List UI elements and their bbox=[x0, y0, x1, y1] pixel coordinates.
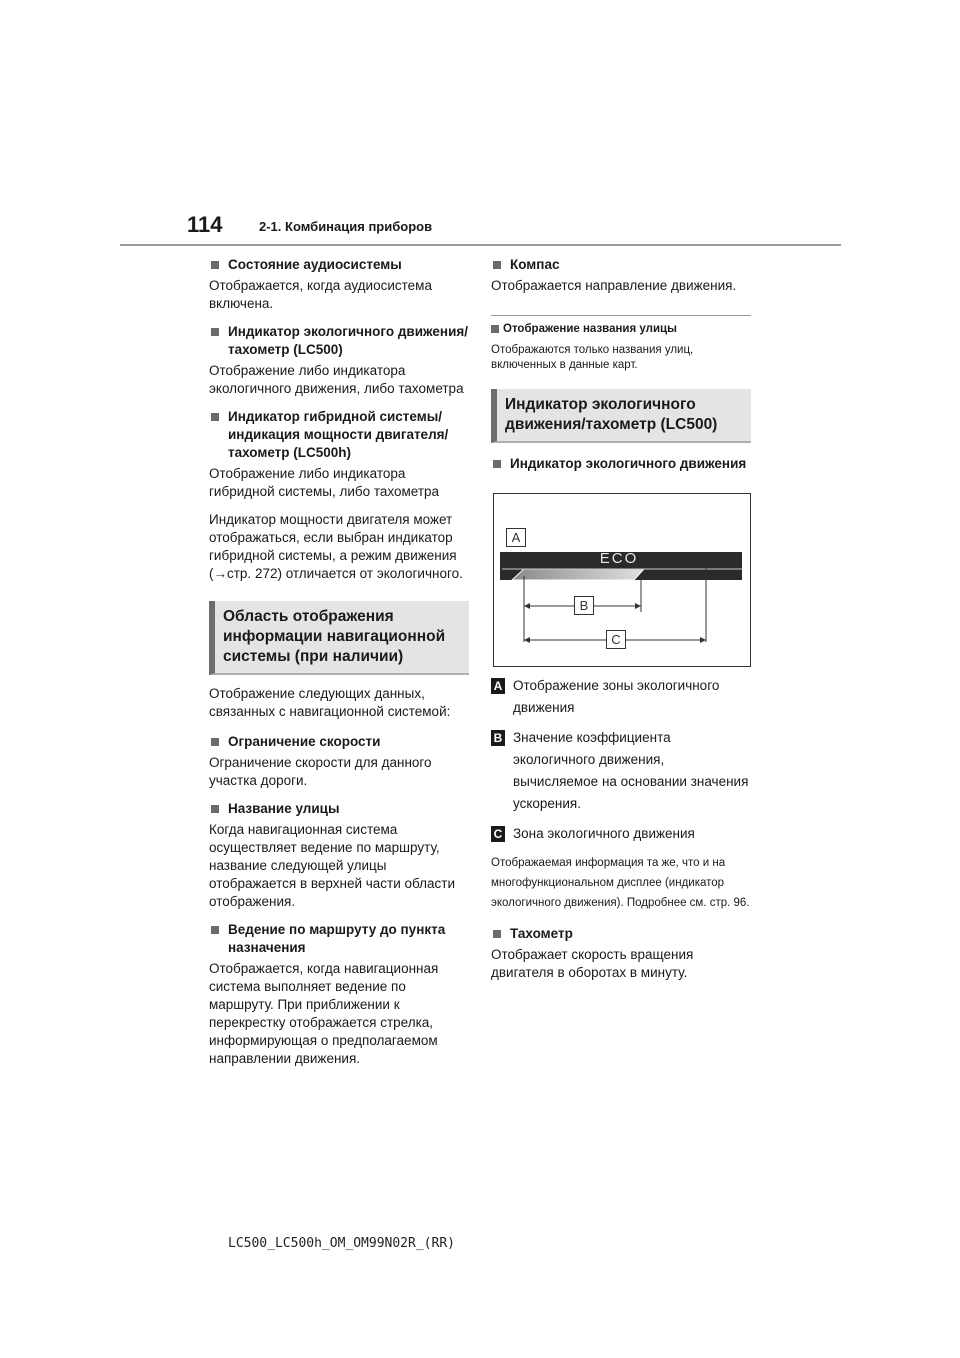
list-item bbox=[491, 455, 751, 473]
right-column bbox=[491, 256, 751, 988]
list-item bbox=[209, 323, 469, 398]
figure-label-c: C bbox=[606, 630, 626, 649]
section-intro: Отображение следующих данных, связанных с навигационной системой: bbox=[209, 686, 451, 719]
legend-text: Отображение зоны экологичного движения bbox=[513, 678, 720, 715]
legend-item bbox=[491, 675, 751, 719]
square-bullet-icon bbox=[211, 328, 219, 336]
item-title: Ограничение скорости bbox=[228, 734, 381, 749]
square-bullet-icon bbox=[491, 325, 499, 333]
list-item bbox=[209, 733, 469, 790]
square-bullet-icon bbox=[493, 930, 501, 938]
eco-indicator-figure bbox=[493, 493, 751, 667]
section-title: 2-1. Комбинация приборов bbox=[259, 219, 433, 234]
item-text: Ограничение скорости для данного участка дороги. bbox=[209, 755, 432, 788]
item-text: Отображается, когда навигационная система выполняет ведение по маршруту. При приближении к перекрестку отображается стрелка, информирующая о предполагаемом направлении движения. bbox=[209, 961, 439, 1066]
list-item bbox=[491, 925, 751, 982]
item-text: Индикатор мощности двигателя может отображаться, если выбран индикатор гибридной системы, а режим движения (→стр. 272) отличается от экологичного. bbox=[209, 512, 463, 581]
note-text: Отображаются только названия улиц, включенных в данные карт. bbox=[491, 344, 694, 371]
square-bullet-icon bbox=[211, 926, 219, 934]
item-title: Индикатор экологичного движения bbox=[510, 456, 747, 471]
item-text: Отображение либо индикатора гибридной системы, либо тахометра bbox=[209, 466, 440, 499]
list-item bbox=[209, 921, 469, 1068]
item-title: Компас bbox=[510, 257, 560, 272]
section-heading: Индикатор экологичного движения/тахометр (LC500) bbox=[491, 389, 751, 443]
item-text: Когда навигационная система осуществляет ведение по маршруту, название следующей улицы отображается в верхней части области отображения. bbox=[209, 822, 456, 909]
item-title: Тахометр bbox=[510, 926, 573, 941]
legend-item bbox=[491, 823, 751, 845]
eco-label: ECO bbox=[599, 550, 639, 567]
square-bullet-icon bbox=[493, 460, 501, 468]
document-code: LC500_LC500h_OM_OM99N02R_(RR) bbox=[228, 1236, 455, 1251]
list-item bbox=[491, 256, 751, 295]
page-number: 114 bbox=[187, 212, 223, 237]
item-title: Состояние аудиосистемы bbox=[228, 257, 402, 272]
item-text: Отображается направление движения. bbox=[491, 278, 737, 293]
item-text: Отображается, когда аудиосистема включена. bbox=[209, 278, 432, 311]
item-title: Индикатор гибридной системы/ индикация мощности двигателя/тахометр (LC500h) bbox=[228, 409, 449, 460]
badge-a: A bbox=[491, 678, 505, 694]
badge-b: B bbox=[491, 730, 505, 746]
square-bullet-icon bbox=[211, 261, 219, 269]
square-bullet-icon bbox=[211, 413, 219, 421]
legend-text: Значение коэффициента экологичного движения, вычисляемое на основании значения ускорения. bbox=[513, 730, 749, 811]
square-bullet-icon bbox=[211, 738, 219, 746]
figure-label-a: A bbox=[506, 528, 526, 547]
list-item bbox=[209, 256, 469, 313]
section-heading: Область отображения информации навигационной системы (при наличии) bbox=[209, 601, 469, 675]
legend-item bbox=[491, 727, 751, 815]
square-bullet-icon bbox=[493, 261, 501, 269]
item-title: Индикатор экологичного движения/тахометр (LC500) bbox=[228, 324, 469, 357]
note-box bbox=[491, 315, 751, 373]
item-text: Отображение либо индикатора экологичного движения, либо тахометра bbox=[209, 363, 464, 396]
list-item bbox=[209, 800, 469, 911]
item-title: Ведение по маршруту до пункта назначения bbox=[228, 922, 446, 955]
header-divider bbox=[120, 244, 841, 246]
list-item bbox=[209, 408, 469, 583]
legend-text: Зона экологичного движения bbox=[513, 826, 695, 841]
item-text: Отображает скорость вращения двигателя в оборотах в минуту. bbox=[491, 947, 694, 980]
reference-note: Отображаемая информация та же, что и на многофункциональном дисплее (индикатор экологичного движения). Подробнее см. стр. 96. bbox=[491, 857, 750, 909]
badge-c: C bbox=[491, 826, 505, 842]
figure-label-b: B bbox=[574, 596, 594, 615]
left-column bbox=[209, 256, 469, 1074]
square-bullet-icon bbox=[211, 805, 219, 813]
item-title: Название улицы bbox=[228, 801, 340, 816]
note-title: Отображение названия улицы bbox=[503, 323, 677, 335]
